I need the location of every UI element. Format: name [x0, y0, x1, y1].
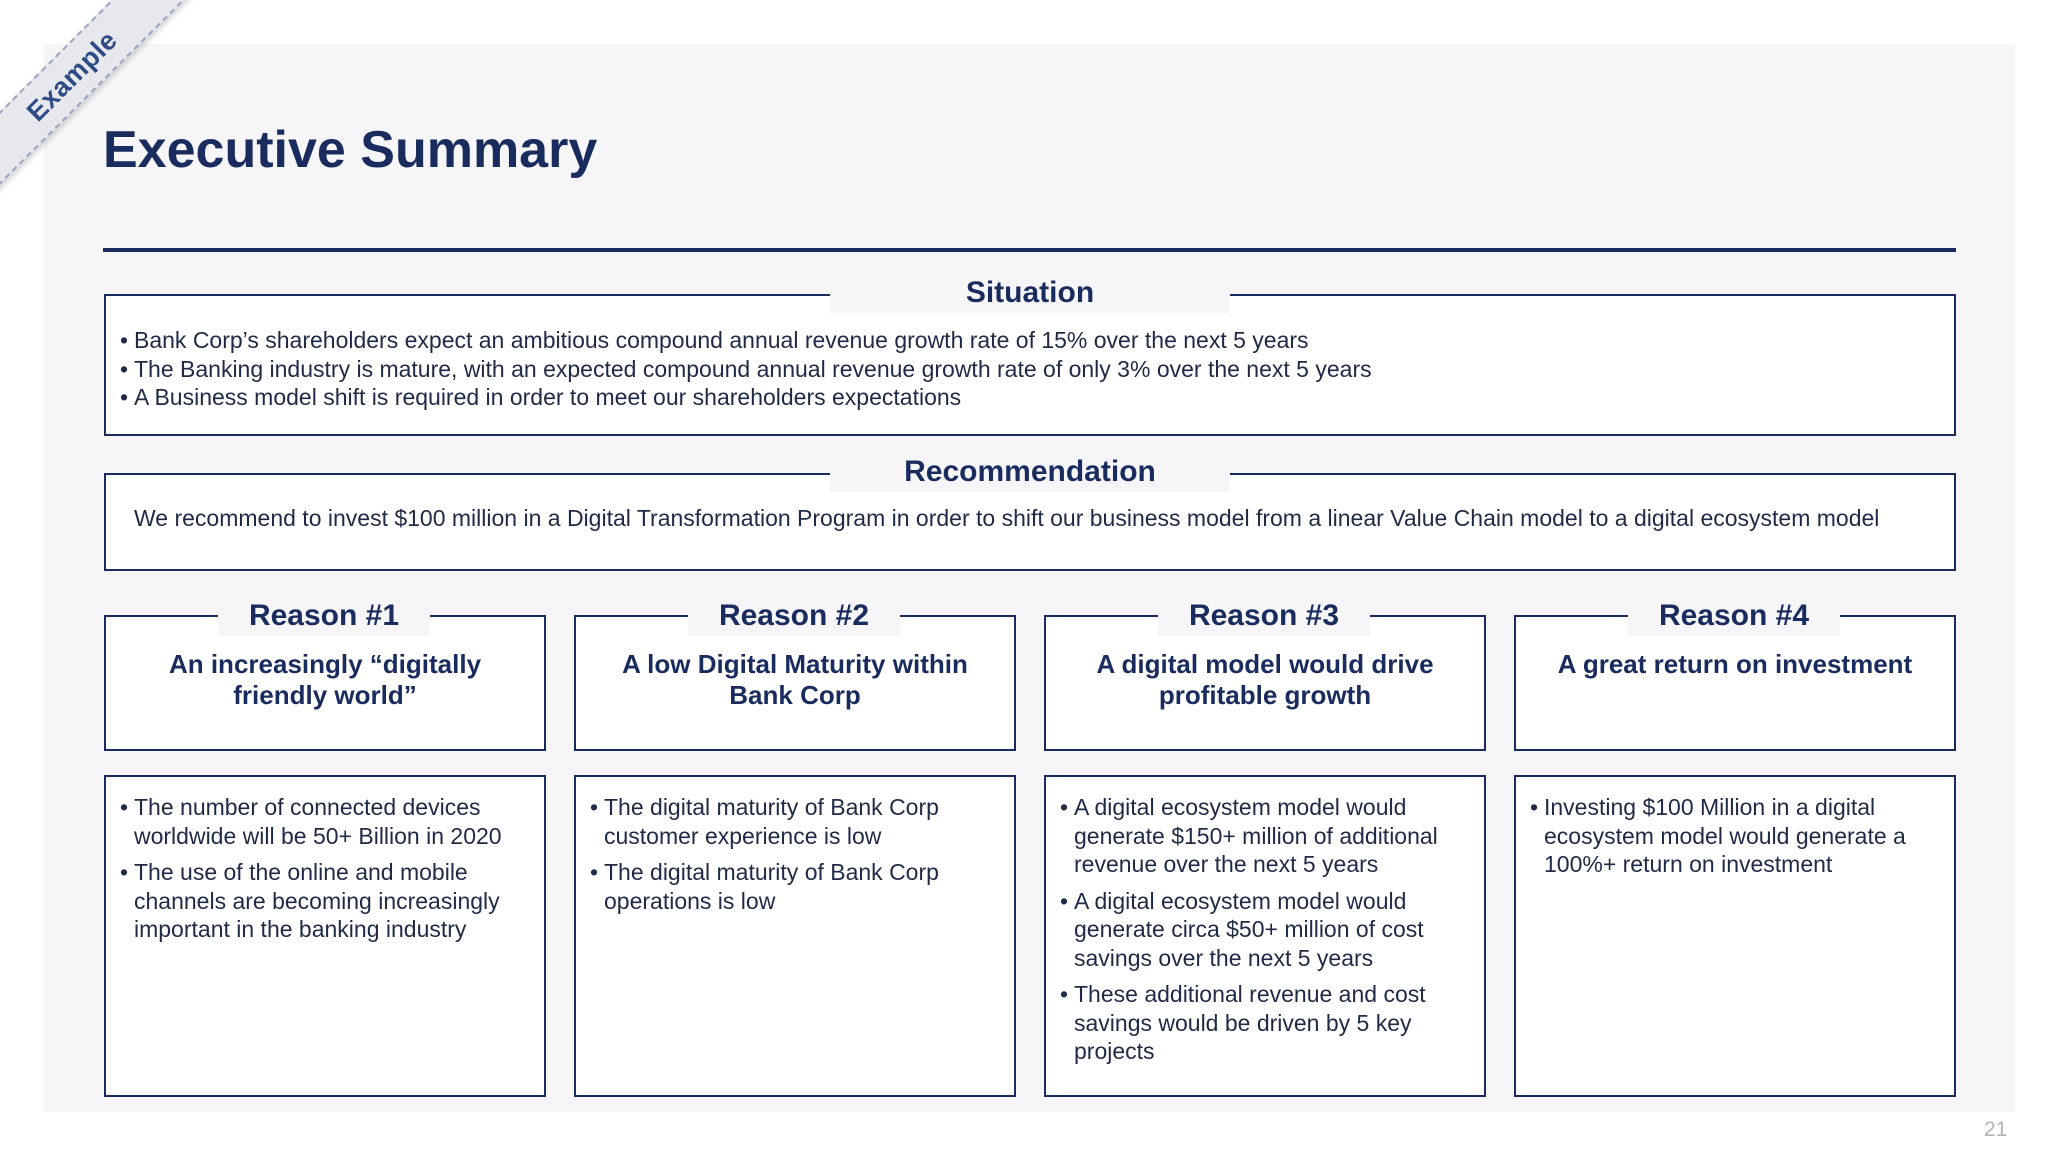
reason-3-detail: • A digital ecosystem model would generate circa $50+ million of cost savings over the next 5 years [1060, 887, 1470, 973]
situation-heading: Situation [830, 273, 1230, 313]
reason-1-heading: Reason #1 [218, 596, 430, 636]
reason-2-detail: • The digital maturity of Bank Corp customer experience is low [590, 793, 1000, 850]
reason-1-details [120, 793, 530, 952]
reason-4-detail: • Investing $100 Million in a digital ecosystem model would generate a 100%+ return on investment [1530, 793, 1940, 879]
reason-1-subtitle: An increasingly “digitally friendly world” [168, 649, 482, 710]
reason-3-details [1060, 793, 1470, 1074]
reason-2-subtitle: A low Digital Maturity within Bank Corp [622, 649, 968, 710]
recommendation-heading: Recommendation [830, 452, 1230, 492]
page-title: Executive Summary [103, 121, 598, 179]
reason-2-details-box [574, 775, 1016, 1097]
title-divider [103, 248, 1956, 252]
reason-3-subtitle: A digital model would drive profitable growth [1096, 649, 1434, 710]
reason-4-details [1530, 793, 1940, 887]
reason-1-details-box [104, 775, 546, 1097]
reason-2-heading: Reason #2 [688, 596, 900, 636]
reason-4-details-box [1514, 775, 1956, 1097]
reason-2-details [590, 793, 1000, 923]
page-number: 21 [1984, 1118, 2008, 1141]
situation-box [104, 294, 1956, 436]
situation-bullet: • The Banking industry is mature, with an expected compound annual revenue growth rate of only 3% over the next 5 years [120, 355, 1940, 384]
reason-3-heading: Reason #3 [1158, 596, 1370, 636]
reason-3-detail: • A digital ecosystem model would generate $150+ million of additional revenue over the next 5 years [1060, 793, 1470, 879]
reason-1-detail: • The number of connected devices worldwide will be 50+ Billion in 2020 [120, 793, 530, 850]
situation-bullet: • A Business model shift is required in order to meet our shareholders expectations [120, 383, 1940, 412]
reason-3-details-box [1044, 775, 1486, 1097]
reason-1-detail: • The use of the online and mobile channels are becoming increasingly important in the banking industry [120, 858, 530, 944]
reason-2-detail: • The digital maturity of Bank Corp operations is low [590, 858, 1000, 915]
reason-4-heading: Reason #4 [1628, 596, 1840, 636]
recommendation-text: We recommend to invest $100 million in a Digital Transformation Program in order to shift our business model from a linear Value Chain model to a digital ecosystem model [134, 505, 1880, 531]
example-ribbon-label: Example [0, 0, 196, 200]
situation-bullet: • Bank Corp’s shareholders expect an ambitious compound annual revenue growth rate of 15% over the next 5 years [120, 326, 1940, 355]
situation-bullets [120, 326, 1940, 412]
reason-3-detail: • These additional revenue and cost savings would be driven by 5 key projects [1060, 980, 1470, 1066]
reason-4-subtitle: A great return on investment [1557, 649, 1913, 679]
